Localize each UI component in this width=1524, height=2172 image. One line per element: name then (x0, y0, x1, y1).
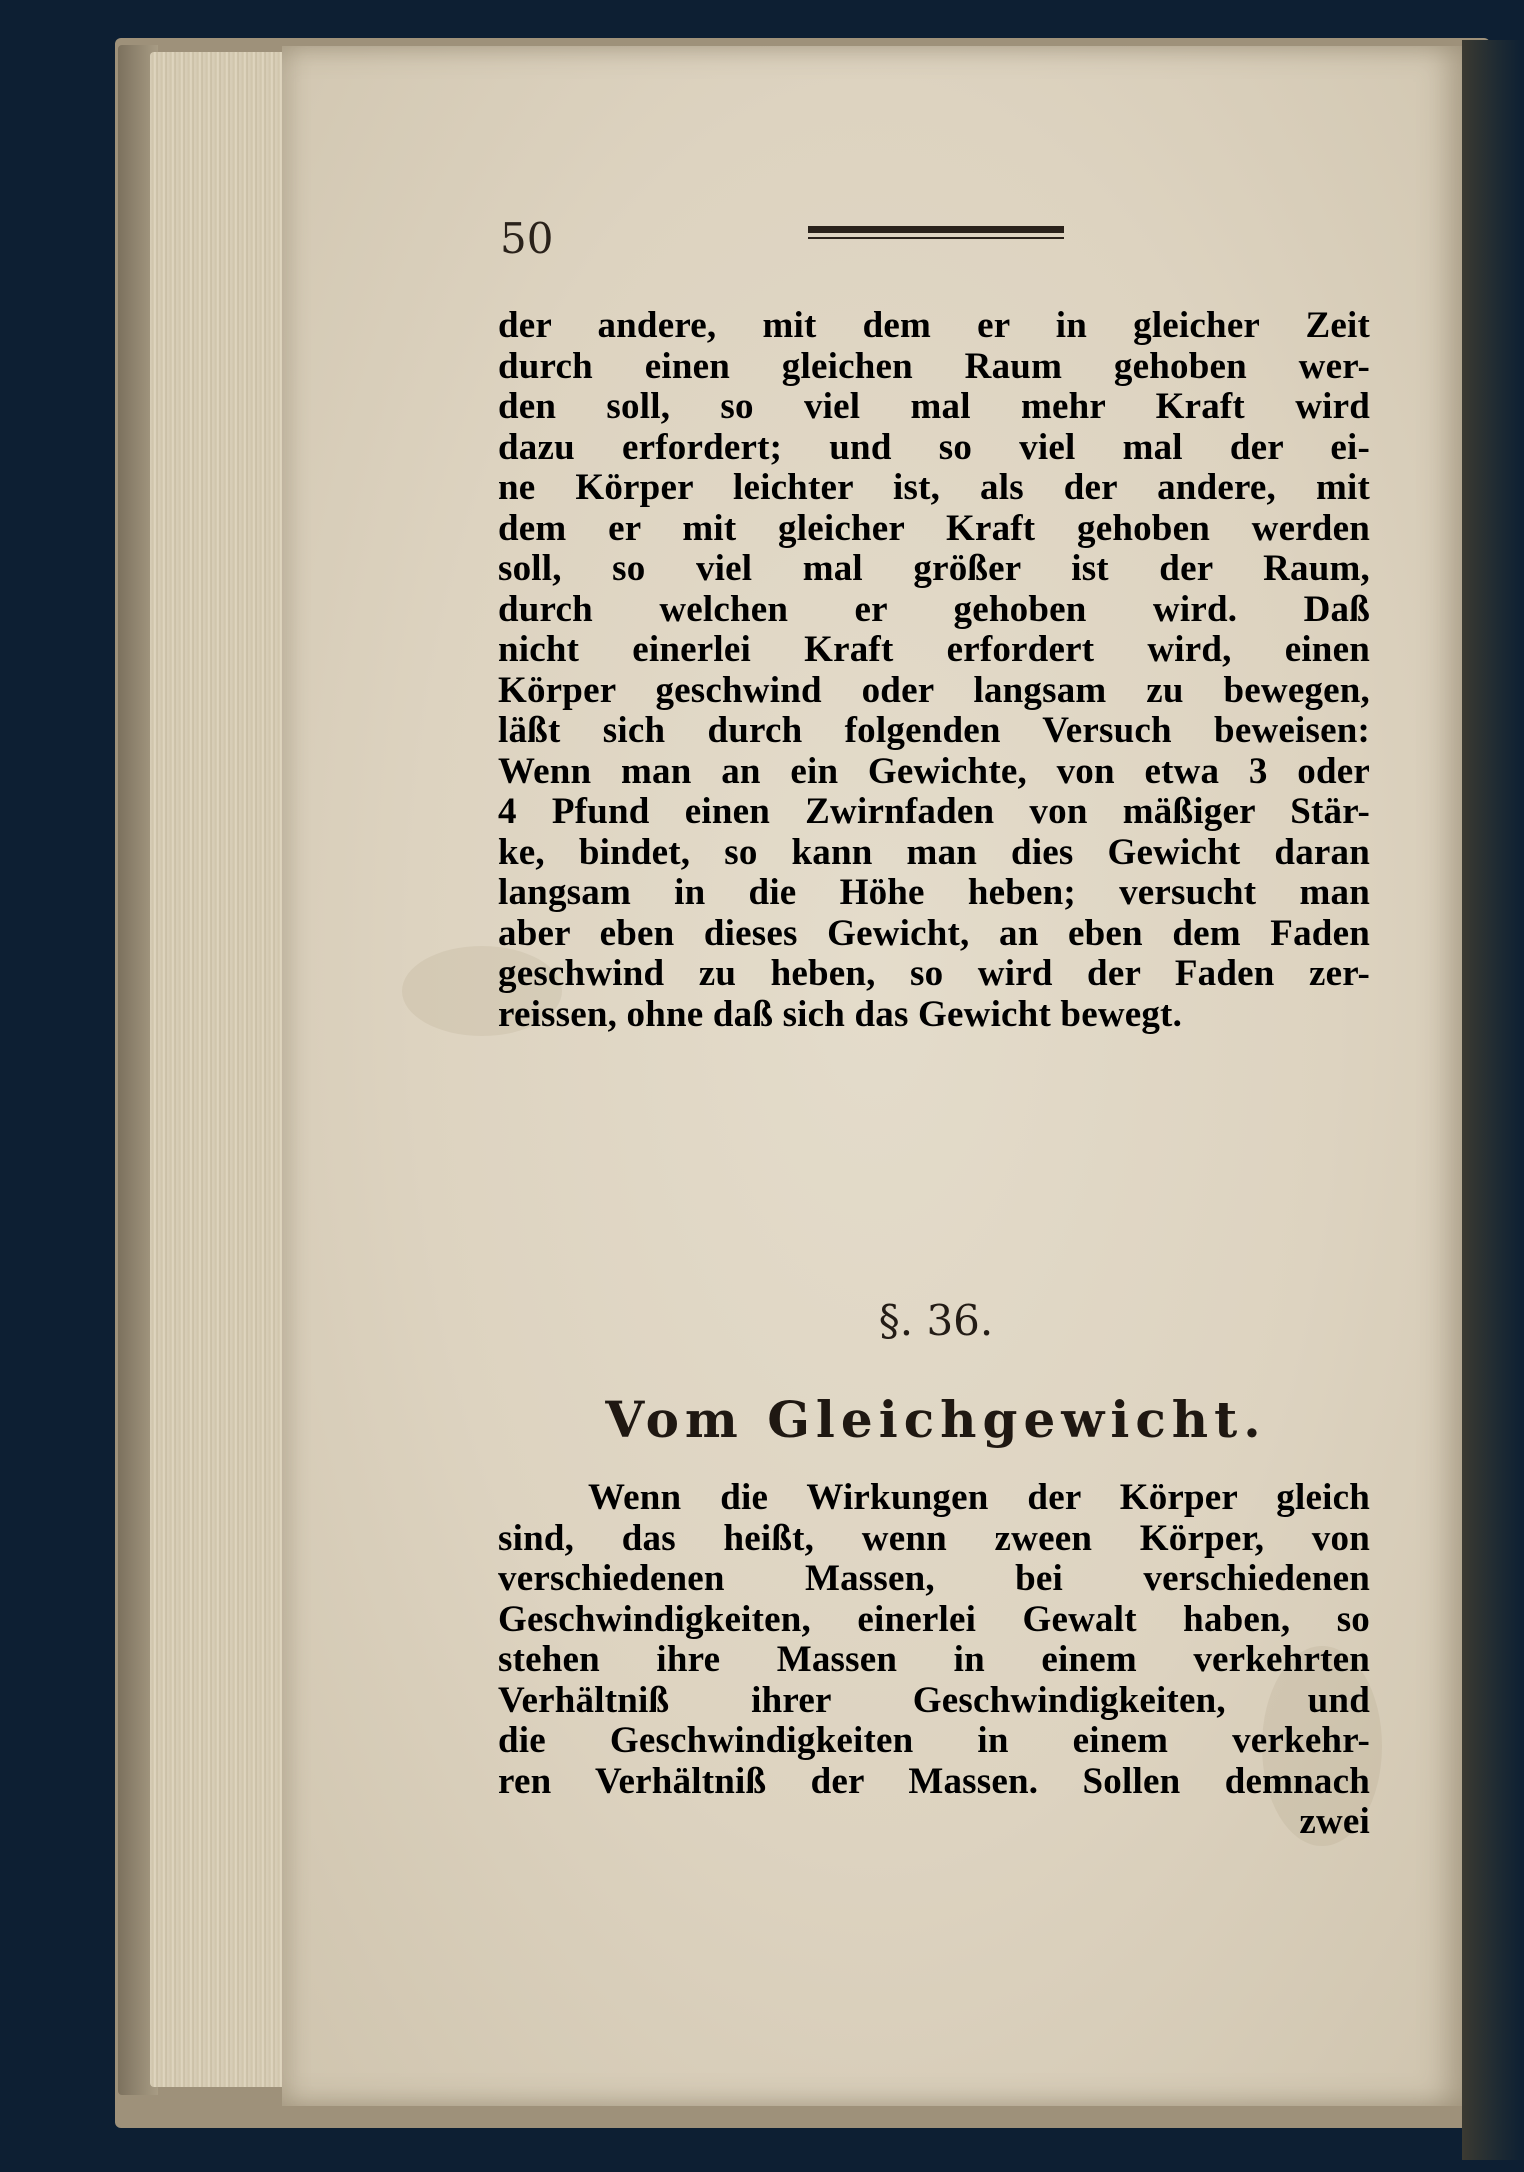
text-line: ren Verhältniß der Massen. Sollen demnach (498, 1760, 1370, 1802)
gutter-shadow (1462, 40, 1524, 2160)
text-line: den soll, so viel mal mehr Kraft wird (498, 386, 1370, 427)
text-line: läßt sich durch folgenden Versuch beweisen: (498, 710, 1370, 751)
text-line: 4 Pfund einen Zwirnfaden von mäßiger Stär- (498, 791, 1370, 832)
section-title: Vom Gleichgewicht. (605, 1390, 1267, 1449)
text-line: verschiedenen Massen, bei verschiedenen (498, 1558, 1370, 1599)
text-line: aber eben dieses Gewicht, an eben dem Faden (498, 912, 1370, 954)
paragraph-2 (498, 1478, 1370, 1843)
text-line: langsam in die Höhe heben; versucht man (498, 872, 1370, 913)
text-line: Verhältniß ihrer Geschwindigkeiten, und (498, 1679, 1370, 1721)
text-line: reissen, ohne daß sich das Gewicht bewegt. (498, 993, 1183, 1035)
text-line: Körper geschwind oder langsam zu bewegen, (498, 669, 1370, 711)
paragraph-1 (498, 306, 1370, 1035)
text-line: dem er mit gleicher Kraft gehoben werden (498, 507, 1370, 549)
section-number: §. 36. (878, 1296, 994, 1345)
text-line: Wenn die Wirkungen der Körper gleich (588, 1477, 1370, 1518)
catchword: zwei (1299, 1801, 1370, 1842)
text-line: soll, so viel mal größer ist der Raum, (498, 548, 1370, 589)
text-line: Geschwindigkeiten, einerlei Gewalt haben, so (498, 1598, 1370, 1640)
page-number: 50 (500, 214, 554, 263)
text-line: Wenn man an ein Gewichte, von etwa 3 oder (498, 750, 1370, 792)
text-line: der andere, mit dem er in gleicher Zeit (498, 305, 1370, 346)
text-line: sind, das heißt, wenn zween Körper, von (498, 1517, 1370, 1559)
header-rule (808, 226, 1064, 240)
text-line: nicht einerlei Kraft erfordert wird, einen (498, 629, 1370, 670)
text-line: die Geschwindigkeiten in einem verkehr- (498, 1720, 1370, 1761)
page-edges (150, 52, 285, 2087)
text-line: durch welchen er gehoben wird. Daß (498, 588, 1370, 630)
text-line: geschwind zu heben, so wird der Faden zer- (498, 953, 1370, 994)
text-line: durch einen gleichen Raum gehoben wer- (498, 345, 1370, 387)
text-line: ne Körper leichter ist, als der andere, mit (498, 467, 1370, 508)
text-line: stehen ihre Massen in einem verkehrten (498, 1639, 1370, 1680)
text-line: ke, bindet, so kann man dies Gewicht daran (498, 831, 1370, 873)
text-line: dazu erfordert; und so viel mal der ei- (498, 426, 1370, 468)
